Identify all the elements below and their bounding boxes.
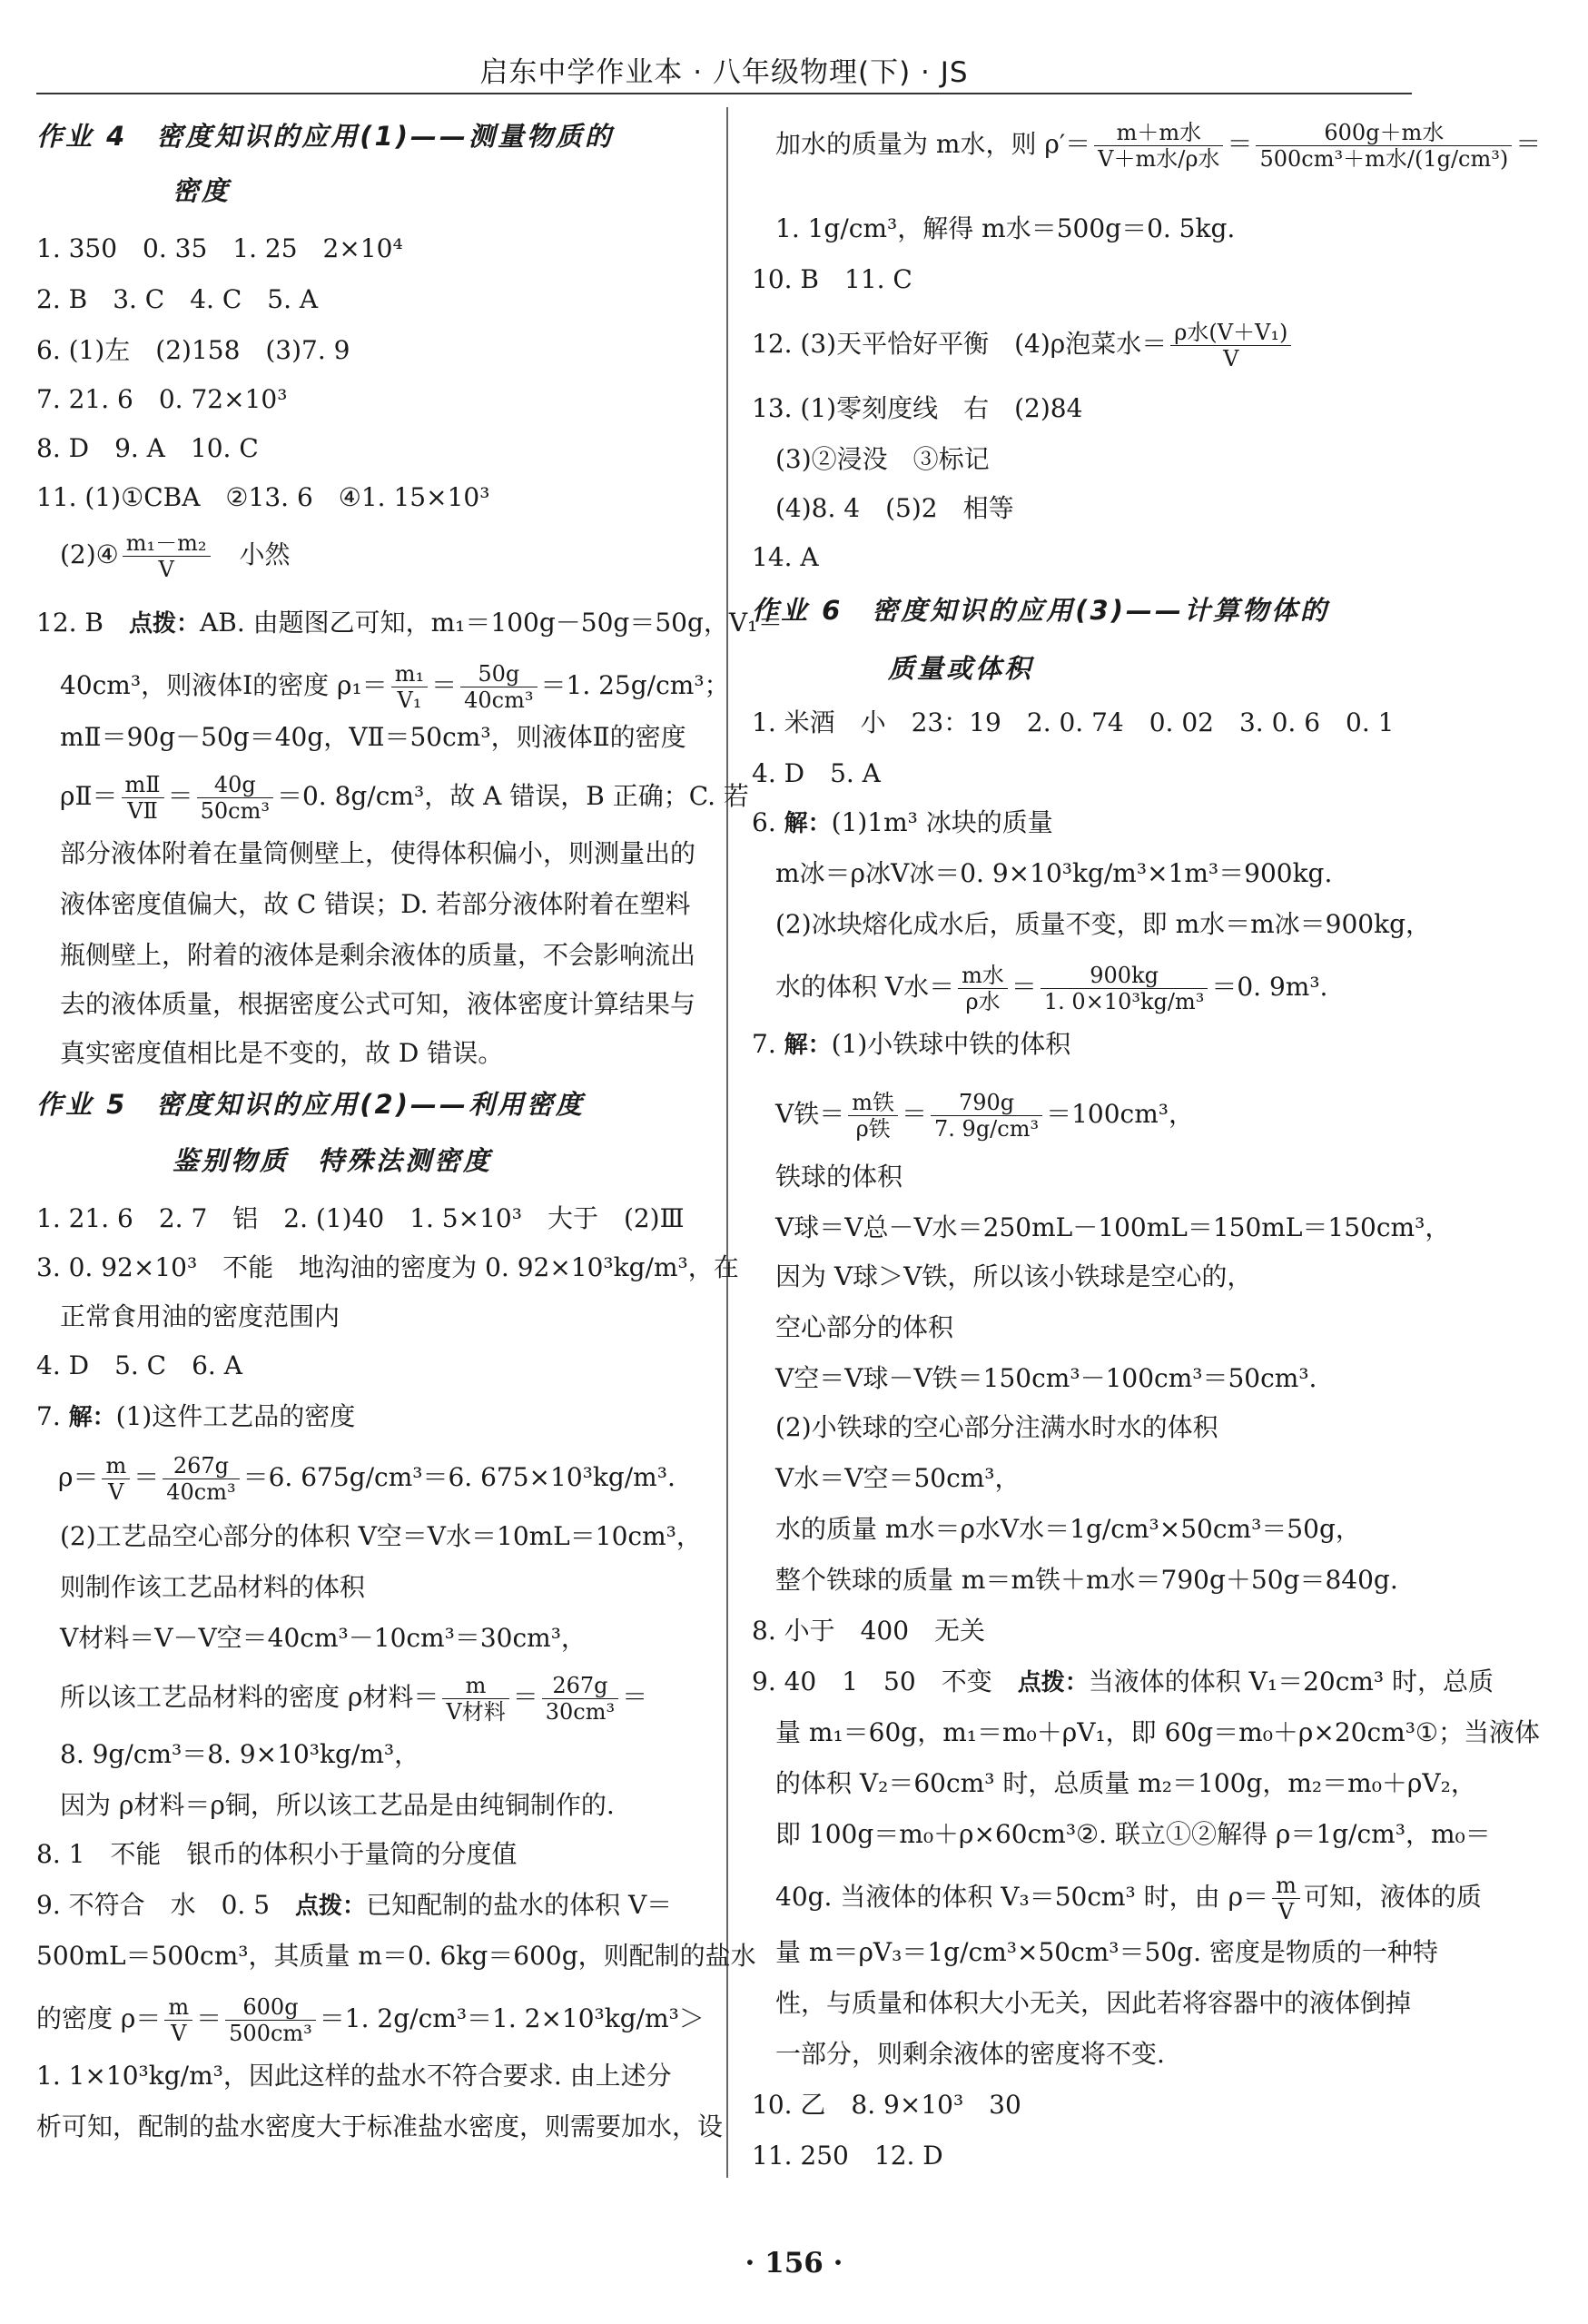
solution-label: 解： — [784, 810, 832, 837]
answer-line: 1. 21. 6 2. 7 铝 2. (1)40 1. 5×10³ 大于 (2)Ⅲ — [36, 1203, 685, 1233]
fraction — [1041, 963, 1208, 1014]
answer-line: 的体积 V₂＝60cm³ 时，总质量 m₂＝100g，m₂＝m₀＋ρV₂， — [775, 1768, 1476, 1798]
denominator: V — [1277, 1899, 1295, 1924]
answer-line: 一部分，则剩余液体的密度将不变. — [775, 2039, 1165, 2069]
text: ＝ — [167, 781, 193, 811]
denominator: ρ铁 — [855, 1116, 891, 1142]
text: (1)这件工艺品的密度 — [115, 1401, 356, 1431]
text: 可知，液体的质 — [1303, 1882, 1482, 1912]
answer-line: 1. 350 0. 35 1. 25 2×10⁴ — [36, 233, 403, 263]
answer-line: 1. 米酒 小 23：19 2. 0. 74 0. 02 3. 0. 6 0. 1 — [752, 707, 1395, 737]
answer-line: 14. A — [752, 542, 819, 572]
numerator: 900kg — [1041, 963, 1208, 989]
answer-line: 则制作该工艺品材料的体积 — [60, 1572, 366, 1602]
answer-line — [775, 1873, 1482, 1924]
tip-label: 点拨： — [295, 1893, 367, 1920]
answer-line: 量 m₁＝60g，m₁＝m₀＋ρV₁，即 60g＝m₀＋ρ×20cm³①；当液体 — [775, 1717, 1541, 1747]
answer-line: 瓶侧壁上，附着的液体是剩余液体的质量，不会影响流出 — [60, 940, 696, 970]
numerator: m水 — [958, 963, 1008, 989]
fraction — [442, 1673, 508, 1725]
numerator: mⅡ — [122, 772, 164, 798]
answer-line: (2)工艺品空心部分的体积 V空＝V水＝10mL＝10cm³， — [60, 1521, 702, 1551]
answer-line — [60, 530, 291, 582]
numerator: m — [164, 1994, 192, 2021]
answer-line: 4. D 5. C 6. A — [36, 1350, 242, 1380]
text: (2)④ — [60, 539, 119, 569]
denominator: 50cm³ — [200, 798, 270, 824]
text: ＝6. 675g/cm³＝6. 675×10³kg/m³. — [242, 1462, 676, 1492]
text: 当液体的体积 V₁＝20cm³ 时，总质 — [1088, 1666, 1494, 1696]
section-title-4-line2: 密度 — [173, 175, 232, 206]
fraction — [1094, 120, 1223, 172]
fraction — [1256, 120, 1512, 172]
text: ＝ — [133, 1462, 160, 1492]
denominator: ρ水 — [965, 989, 1001, 1014]
denominator: V — [1223, 346, 1239, 371]
answer-line: 1. 1×10³kg/m³，因此这样的盐水不符合要求. 由上述分 — [36, 2061, 672, 2091]
text: ＝0. 9m³. — [1211, 972, 1328, 1002]
text: 9. 40 1 50 不变 — [752, 1666, 1018, 1696]
text: 的密度 ρ＝ — [36, 2003, 162, 2033]
answer-line — [60, 661, 730, 713]
page-number: · 156 · — [745, 2247, 843, 2279]
answer-line: (4)8. 4 (5)2 相等 — [775, 493, 1014, 523]
denominator: 40cm³ — [166, 1479, 236, 1505]
fraction — [197, 772, 273, 824]
fraction — [848, 1090, 898, 1142]
text: 小然 — [213, 539, 291, 569]
denominator: V — [171, 2021, 187, 2046]
text: ＝ — [1227, 129, 1253, 159]
denominator: V₁ — [397, 687, 422, 713]
text: ＝ — [1011, 972, 1037, 1002]
answer-line: 液体密度值偏大，故 C 错误；D. 若部分液体附着在塑料 — [60, 889, 691, 919]
answer-line: mⅡ＝90g－50g＝40g，VⅡ＝50cm³，则液体Ⅱ的密度 — [60, 722, 686, 752]
text: 12. (3)天平恰好平衡 (4)ρ泡菜水＝ — [752, 329, 1168, 359]
answer-line — [36, 605, 783, 642]
answer-line: 6. (1)左 (2)158 (3)7. 9 — [36, 335, 350, 365]
numerator: m₁－m₂ — [123, 530, 211, 557]
answer-line: 即 100g＝m₀＋ρ×60cm³②. 联立①②解得 ρ＝1g/cm³，m₀＝ — [775, 1819, 1491, 1849]
denominator: 30cm³ — [545, 1699, 616, 1725]
numerator: 50g — [460, 661, 537, 687]
section-title-5-line2: 鉴别物质 特殊法测密度 — [173, 1145, 493, 1176]
answer-line — [36, 1399, 355, 1436]
fraction — [163, 1453, 239, 1505]
fraction — [958, 963, 1008, 1014]
text: ＝1. 2g/cm³＝1. 2×10³kg/m³＞ — [319, 2003, 705, 2033]
answer-line: 性，与质量和体积大小无关，因此若将容器中的液体倒掉 — [775, 1988, 1412, 2018]
answer-line: 整个铁球的质量 m＝m铁＋m水＝790g＋50g＝840g. — [775, 1565, 1398, 1595]
answer-line: 因为 V球＞V铁，所以该小铁球是空心的， — [775, 1261, 1253, 1291]
answer-line: (2)小铁球的空心部分注满水时水的体积 — [775, 1412, 1218, 1442]
text: ＝ — [196, 2003, 222, 2033]
fraction — [460, 661, 537, 713]
answer-line: (2)冰块熔化成水后，质量不变，即 m水＝m冰＝900kg， — [775, 909, 1432, 939]
answer-line: 1. 1g/cm³，解得 m水＝500g＝0. 5kg. — [775, 213, 1236, 243]
numerator: 790g — [931, 1090, 1042, 1116]
fraction — [542, 1673, 618, 1725]
text: ＝ — [512, 1682, 538, 1712]
answer-line: 水的质量 m水＝ρ水V水＝1g/cm³×50cm³＝50g， — [775, 1514, 1361, 1544]
numerator: 40g — [197, 772, 273, 798]
answer-line: 真实密度值相比是不变的，故 D 错误。 — [60, 1038, 504, 1068]
tip-label: 点拨： — [129, 610, 201, 638]
denominator: 500cm³ — [229, 2021, 312, 2046]
answer-line: (3)②浸没 ③标记 — [775, 444, 990, 474]
text: 加水的质量为 m水，则 ρ′＝ — [775, 129, 1091, 159]
section-title-6: 作业 6 密度知识的应用(3)——计算物体的 — [752, 595, 1329, 626]
solution-label: 解： — [68, 1404, 116, 1431]
solution-label: 解： — [784, 1032, 832, 1059]
text: 7. — [36, 1401, 69, 1431]
fraction — [225, 1994, 316, 2046]
answer-line: 析可知，配制的盐水密度大于标准盐水密度，则需要加水，设 — [36, 2111, 724, 2141]
numerator: m — [102, 1453, 130, 1479]
numerator: m₁ — [391, 661, 428, 687]
text: ＝0. 8g/cm³，故 A 错误，B 正确；C. 若 — [276, 781, 749, 811]
numerator: m — [442, 1673, 508, 1699]
text: 所以该工艺品材料的密度 ρ材料＝ — [60, 1682, 439, 1712]
text: 7. — [752, 1029, 784, 1059]
fraction — [391, 661, 428, 713]
denominator: V材料 — [446, 1699, 506, 1725]
fraction — [1272, 1873, 1300, 1924]
fraction — [1170, 320, 1291, 371]
section-title-4: 作业 4 密度知识的应用(1)——测量物质的 — [36, 121, 614, 152]
answer-line — [752, 1026, 1070, 1063]
answer-line — [60, 1673, 647, 1725]
fraction — [164, 1994, 192, 2046]
answer-line: V材料＝V－V空＝40cm³－10cm³＝30cm³， — [60, 1623, 587, 1653]
page-header — [36, 40, 1412, 94]
answer-line: 正常食用油的密度范围内 — [60, 1301, 340, 1331]
answer-line: 10. B 11. C — [752, 264, 912, 294]
text: AB. 由题图乙可知，m₁＝100g－50g＝50g，V₁＝ — [200, 608, 784, 638]
numerator: m — [1272, 1873, 1300, 1899]
numerator: 267g — [163, 1453, 239, 1479]
header-title: 启东中学作业本 · 八年级物理(下) · JS — [479, 56, 969, 89]
text: 12. B — [36, 608, 130, 638]
text: ＝ — [431, 670, 458, 700]
numerator: 600g — [225, 1994, 316, 2021]
answer-line: 3. 0. 92×10³ 不能 地沟油的密度为 0. 92×10³kg/m³，在 — [36, 1252, 739, 1282]
answer-line — [775, 963, 1327, 1014]
answer-line: 13. (1)零刻度线 右 (2)84 — [752, 393, 1083, 423]
answer-line — [775, 120, 1541, 172]
answer-line — [36, 1887, 672, 1924]
answer-line: 铁球的体积 — [775, 1162, 903, 1192]
answer-line — [60, 772, 749, 824]
column-divider — [726, 107, 728, 2178]
text: 9. 不符合 水 0. 5 — [36, 1890, 296, 1920]
denominator: V — [108, 1479, 124, 1505]
text: ＝1. 25g/cm³； — [540, 670, 730, 700]
denominator: 40cm³ — [464, 687, 534, 713]
answer-line: 量 m＝ρV₃＝1g/cm³×50cm³＝50g. 密度是物质的一种特 — [775, 1937, 1438, 1967]
numerator: m＋m水 — [1094, 120, 1223, 146]
answer-line: m冰＝ρ冰V冰＝0. 9×10³kg/m³×1m³＝900kg. — [775, 858, 1333, 888]
answer-line: 8. 9g/cm³＝8. 9×10³kg/m³， — [60, 1739, 420, 1769]
text: 6. — [752, 807, 784, 837]
answer-line: 2. B 3. C 4. C 5. A — [36, 284, 319, 314]
answer-line: V水＝V空＝50cm³， — [775, 1463, 1021, 1493]
text: ＝100cm³， — [1046, 1099, 1194, 1129]
answer-line: 8. 1 不能 银币的体积小于量筒的分度值 — [36, 1839, 518, 1869]
numerator: ρ水(V＋V₁) — [1170, 320, 1291, 346]
text: 40cm³，则液体Ⅰ的密度 ρ₁＝ — [60, 670, 388, 700]
answer-line: 11. (1)①CBA ②13. 6 ④1. 15×10³ — [36, 482, 490, 512]
fraction — [102, 1453, 130, 1505]
numerator: m铁 — [848, 1090, 898, 1116]
text: ＝ — [902, 1099, 928, 1129]
answer-line: 因为 ρ材料＝ρ铜，所以该工艺品是由纯铜制作的. — [60, 1790, 615, 1820]
answer-line: 部分液体附着在量筒侧壁上，使得体积偏小，则测量出的 — [60, 838, 696, 868]
numerator: 600g＋m水 — [1256, 120, 1512, 146]
text: V铁＝ — [775, 1099, 845, 1129]
answer-line: 10. 乙 8. 9×10³ 30 — [752, 2090, 1021, 2120]
answer-line: 8. D 9. A 10. C — [36, 433, 259, 463]
answer-line: 11. 250 12. D — [752, 2141, 943, 2171]
text: ＝ — [1515, 129, 1542, 159]
denominator: 500cm³＋m水/(1g/cm³) — [1259, 146, 1509, 172]
numerator: 267g — [542, 1673, 618, 1699]
fraction — [931, 1090, 1042, 1142]
text: (1)小铁球中铁的体积 — [831, 1029, 1071, 1059]
answer-line: 7. 21. 6 0. 72×10³ — [36, 384, 288, 414]
answer-line: V球＝V总－V水＝250mL－100mL＝150mL＝150cm³， — [775, 1212, 1451, 1242]
answer-line: 4. D 5. A — [752, 758, 881, 788]
text: ＝ — [622, 1682, 648, 1712]
answer-line — [58, 1453, 676, 1505]
tip-label: 点拨： — [1017, 1669, 1089, 1696]
denominator: VⅡ — [127, 798, 158, 824]
section-title-6-line2: 质量或体积 — [888, 653, 1034, 684]
answer-line: 去的液体质量，根据密度公式可知，液体密度计算结果与 — [60, 989, 696, 1019]
text: 水的体积 V水＝ — [775, 972, 955, 1002]
answer-line: 500mL＝500cm³，其质量 m＝0. 6kg＝600g，则配制的盐水 — [36, 1941, 756, 1971]
answer-line — [752, 805, 1053, 842]
text: 40g. 当液体的体积 V₃＝50cm³ 时，由 ρ＝ — [775, 1882, 1269, 1912]
answer-line: 8. 小于 400 无关 — [752, 1616, 986, 1646]
denominator: V＋m水/ρ水 — [1098, 146, 1220, 172]
answer-line — [752, 1664, 1494, 1701]
denominator: 7. 9g/cm³ — [934, 1116, 1040, 1142]
denominator: 1. 0×10³kg/m³ — [1043, 989, 1205, 1014]
text: 已知配制的盐水的体积 V＝ — [366, 1890, 673, 1920]
answer-line — [775, 1090, 1194, 1142]
text: ρⅡ＝ — [60, 781, 118, 811]
answer-line: 空心部分的体积 — [775, 1312, 954, 1342]
denominator: V — [158, 557, 174, 582]
answer-line — [36, 1994, 705, 2046]
answer-line — [752, 320, 1295, 371]
answer-line: V空＝V球－V铁＝150cm³－100cm³＝50cm³. — [775, 1363, 1317, 1393]
text: (1)1m³ 冰块的质量 — [831, 807, 1053, 837]
fraction — [123, 530, 211, 582]
text: ρ＝ — [58, 1462, 99, 1492]
fraction — [122, 772, 164, 824]
section-title-5: 作业 5 密度知识的应用(2)——利用密度 — [36, 1089, 585, 1120]
